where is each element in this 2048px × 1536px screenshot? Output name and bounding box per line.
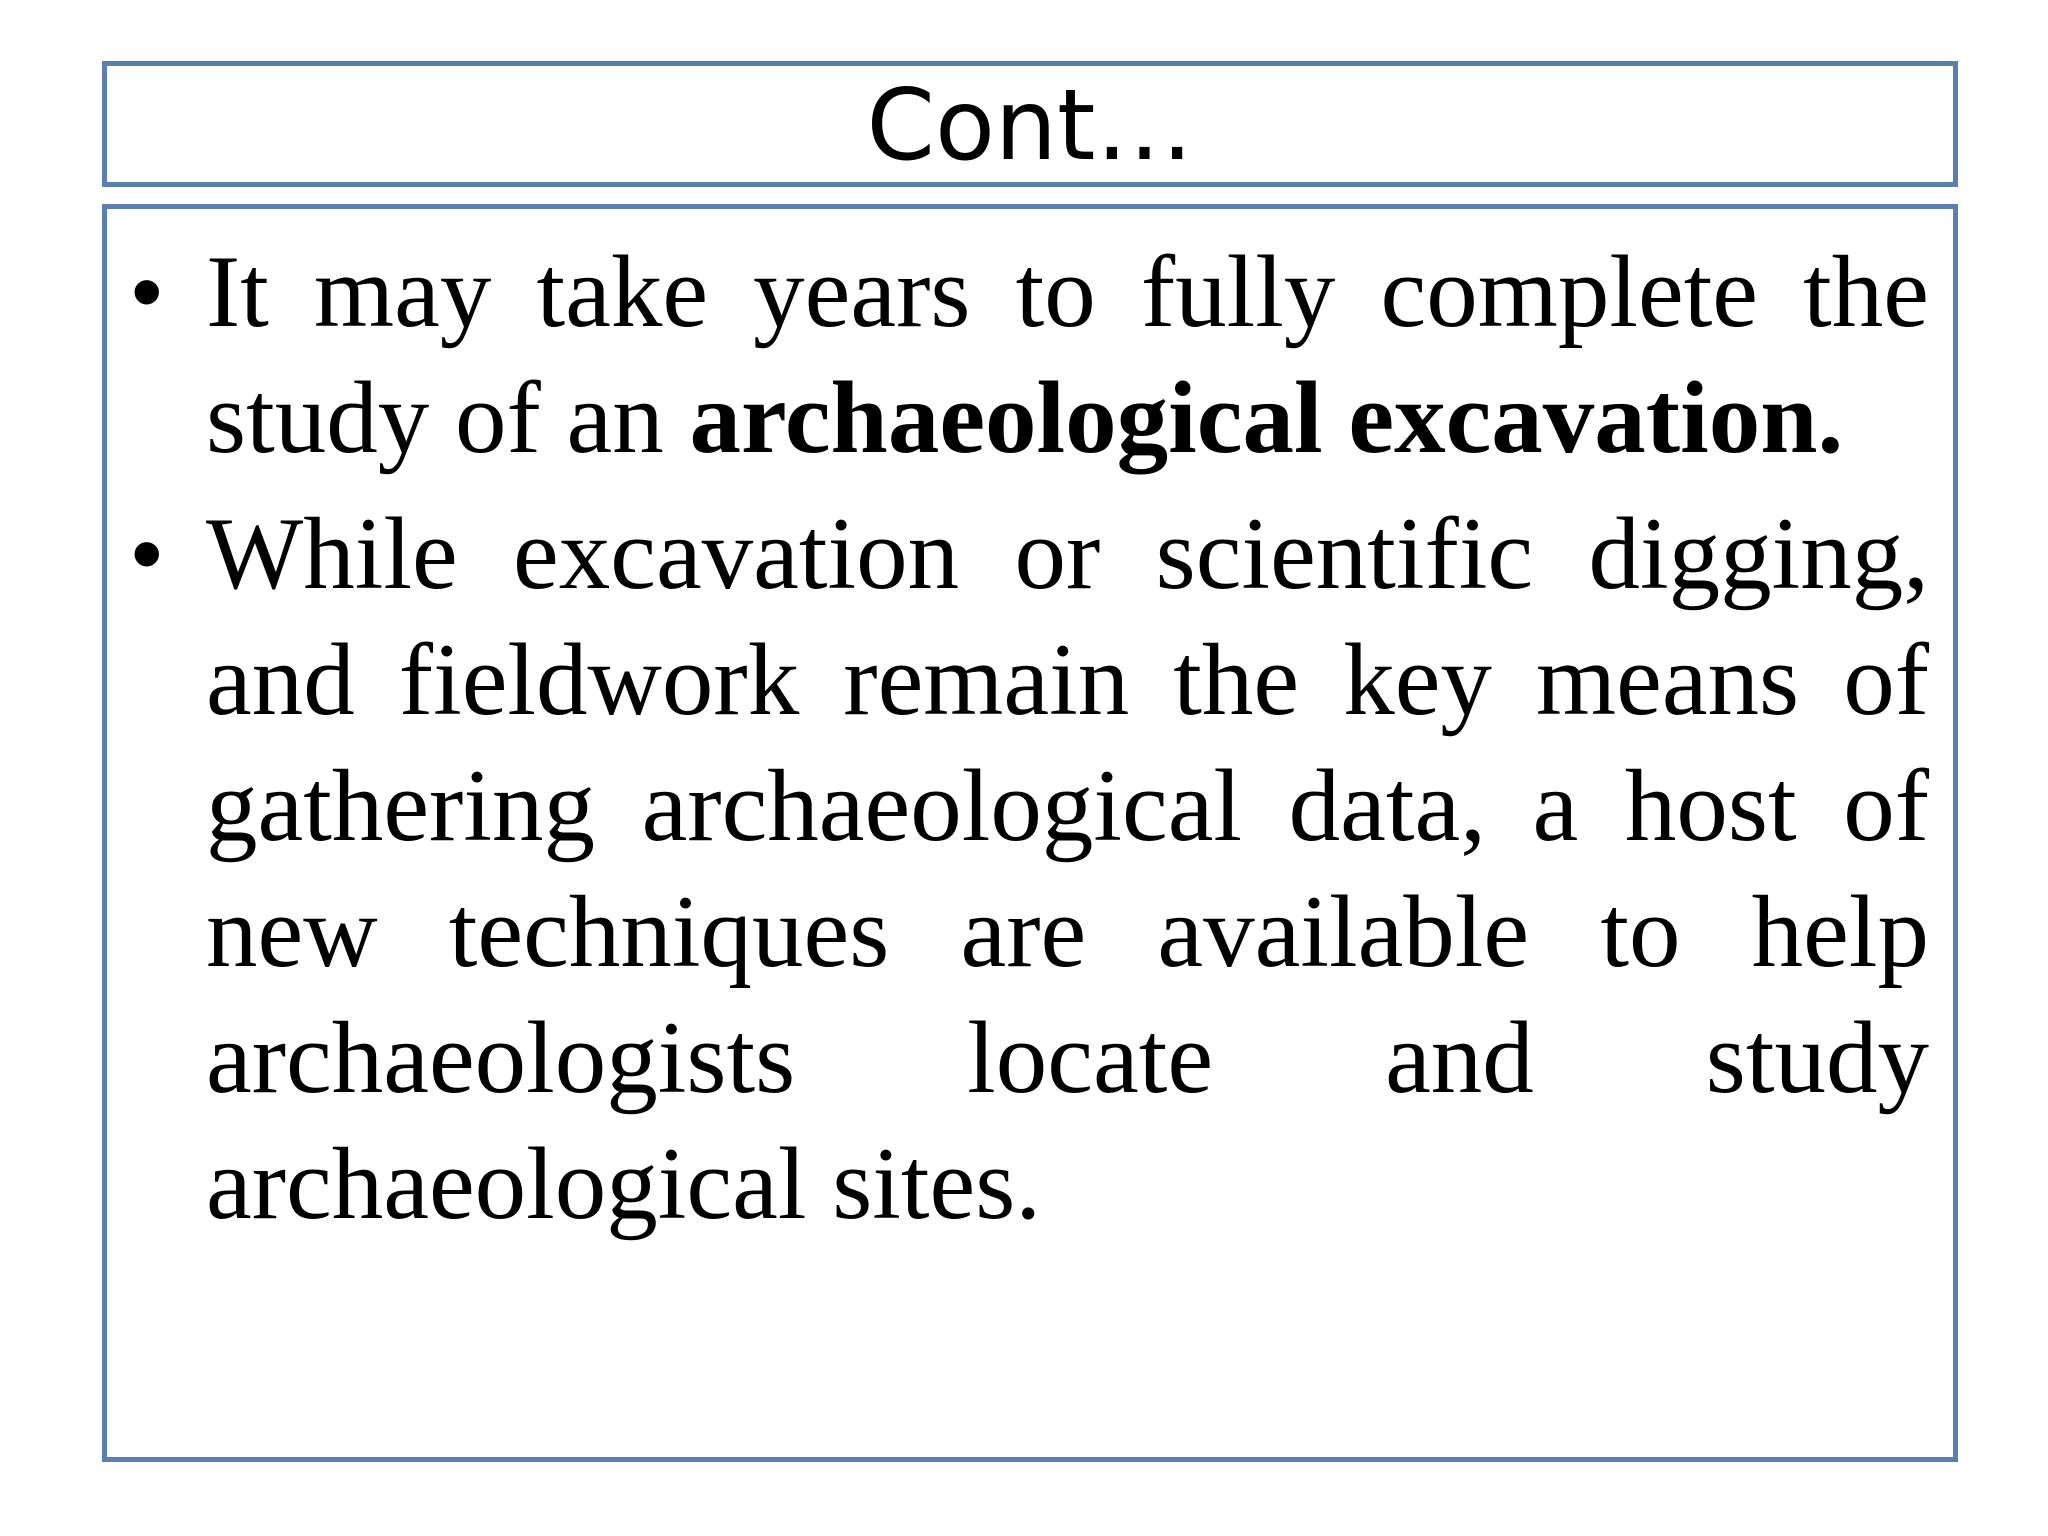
slide-content-box: [102, 204, 1958, 1462]
bullet-icon: •: [131, 504, 163, 604]
bullet-item-2: [107, 491, 1953, 1247]
bullet-icon: •: [131, 242, 163, 342]
slide-title-box: [102, 61, 1958, 187]
bullet-list: [107, 229, 1953, 1257]
bullet-item-1: [107, 229, 1953, 481]
slide-title: Cont…: [866, 69, 1194, 183]
bullet-2-text: While excavation or scientific digging, and fieldwork remain the key means of gathering archaeological data, a host of new techniques are available to help archaeologists locate and study archaeological sites.: [206, 497, 1929, 1241]
bullet-1-text: It may take years to fully complete the study of an: [206, 235, 1929, 475]
bullet-1-bold-text: archaeological excavation.: [689, 361, 1844, 475]
